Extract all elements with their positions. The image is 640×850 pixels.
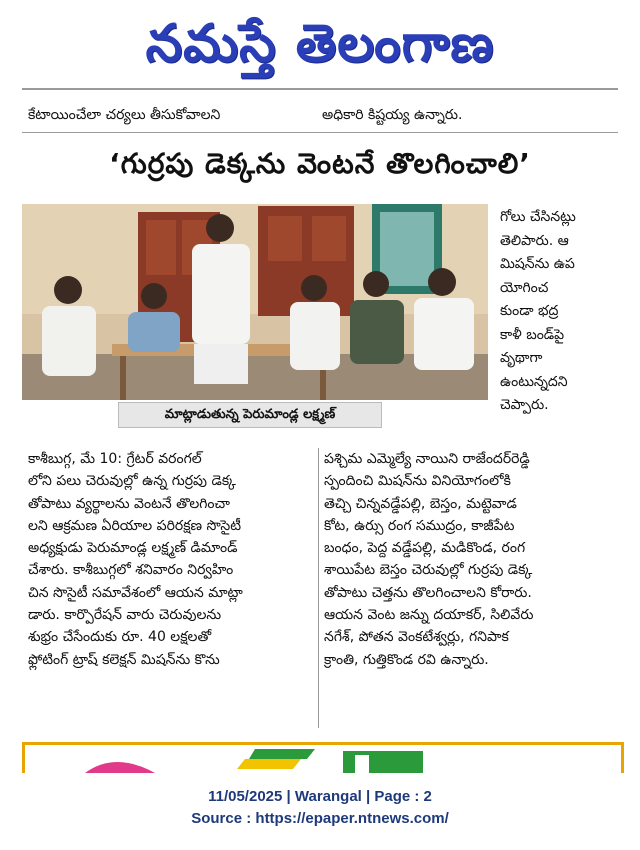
right-column-line: స్పందించి మిషన్‌ను వినియోగంలోకి xyxy=(324,473,511,490)
side-column-line: వృథాగా xyxy=(500,350,543,366)
side-column-line: గోలు చేసినట్లు xyxy=(500,209,576,225)
left-column-line: అధ్యక్షుడు పెరుమాండ్ల లక్ష్మణ్ డిమాండ్ xyxy=(28,540,238,557)
masthead-logo: నమస్తే తెలంగాణ xyxy=(145,14,495,74)
previous-story-right: అధికారి కిష్టయ్య ఉన్నారు. xyxy=(322,107,463,123)
left-column-line: చేశారు. కాశీబుగ్గలో శనివారం నిర్వహిం xyxy=(28,562,234,579)
right-column-line: శాయిపేట బెస్తం చెరువుల్లో గుర్రపు డెక్క xyxy=(324,562,533,579)
right-column-line: నగేశ్, పోతన వెంకటేశ్వర్లు, గనిపాక xyxy=(324,629,509,646)
left-column-line: కాశీబుగ్గ, మే 10: గ్రేటర్ వరంగల్ xyxy=(28,451,202,467)
column-divider xyxy=(318,448,319,728)
headline: ‘గుర్రపు డెక్కను వెంటనే తొలగించాలి’ xyxy=(109,147,531,180)
right-column-line: కోట, ఉర్సు రంగ సముద్రం, కాజీపేట xyxy=(324,517,515,534)
side-column-line: చెప్పారు. xyxy=(500,397,549,413)
right-column-line: బంధం, పెద్ద వడ్డేపల్లి, మడికొండ, రంగ xyxy=(324,540,526,557)
footer-source: Source : https://epaper.ntnews.com/ xyxy=(191,810,449,827)
story-divider xyxy=(22,132,618,133)
left-column-line: చిన సొసైటీ సమావేశంలో ఆయన మాట్లా xyxy=(28,584,243,601)
meeting-photo-illustration xyxy=(22,204,488,400)
left-column-line: ఫ్లోటింగ్ ట్రాష్ కలెక్షన్ మిషన్‌ను కొను xyxy=(28,651,220,668)
right-column-line: క్రాంతి, గుత్తికొండ రవి ఉన్నారు. xyxy=(324,651,489,668)
advertisement-graphic xyxy=(25,745,621,773)
right-column-line: తోపాటు చెత్తను తొలగించాలని కోరారు. xyxy=(324,584,532,601)
right-column-line: పశ్చిమ ఎమ్మెల్యే నాయిని రాజేందర్‌రెడ్డి xyxy=(324,451,530,467)
left-column-line: శుభ్రం చేసేందుకు రూ. 40 లక్షలతో xyxy=(28,629,212,646)
side-column xyxy=(500,206,618,418)
side-column-line: ఉంటున్నదని xyxy=(500,373,568,390)
left-column-line: తోపాటు వ్యర్థాలను వెంటనే తొలగించా xyxy=(28,495,230,512)
photo-caption: మాట్లాడుతున్న పెరుమాండ్ల లక్ష్మణ్ xyxy=(118,402,382,428)
side-column-line: మిషన్‌ను ఉప xyxy=(500,256,575,272)
side-column-line: కుండా భద్ర xyxy=(500,303,559,319)
side-column-line: తెలిపారు. ఆ xyxy=(500,232,569,249)
side-column-line: యోగించ xyxy=(500,279,549,296)
right-column xyxy=(324,448,620,671)
previous-story-left: కేటాయించేలా చర్యలు తీసుకోవాలని xyxy=(28,107,221,123)
right-column-line: ఆయన వెంట జన్ను దయాకర్, సిలివేరు xyxy=(324,607,534,624)
right-column-line: తెచ్చి చిన్నవడ్డేపల్లి, బెస్తం, మట్టెవాడ xyxy=(324,495,517,512)
left-column-line: లోని పలు చెరువుల్లో ఉన్న గుర్రపు డెక్క xyxy=(28,473,236,490)
news-photo xyxy=(22,204,488,400)
left-column-line: డారు. కార్పొరేషన్ వారు చెరువులను xyxy=(28,607,222,624)
masthead-divider xyxy=(22,88,618,90)
left-column-line: లని ఆక్రమణ ఏరియాల పరిరక్షణ సొసైటీ xyxy=(28,517,242,534)
side-column-line: కాళీ బండ్‌పై xyxy=(500,326,565,343)
advertisement-strip xyxy=(22,742,624,773)
footer-date-edition: 11/05/2025 | Warangal | Page : 2 xyxy=(208,788,432,805)
left-column xyxy=(28,448,313,671)
